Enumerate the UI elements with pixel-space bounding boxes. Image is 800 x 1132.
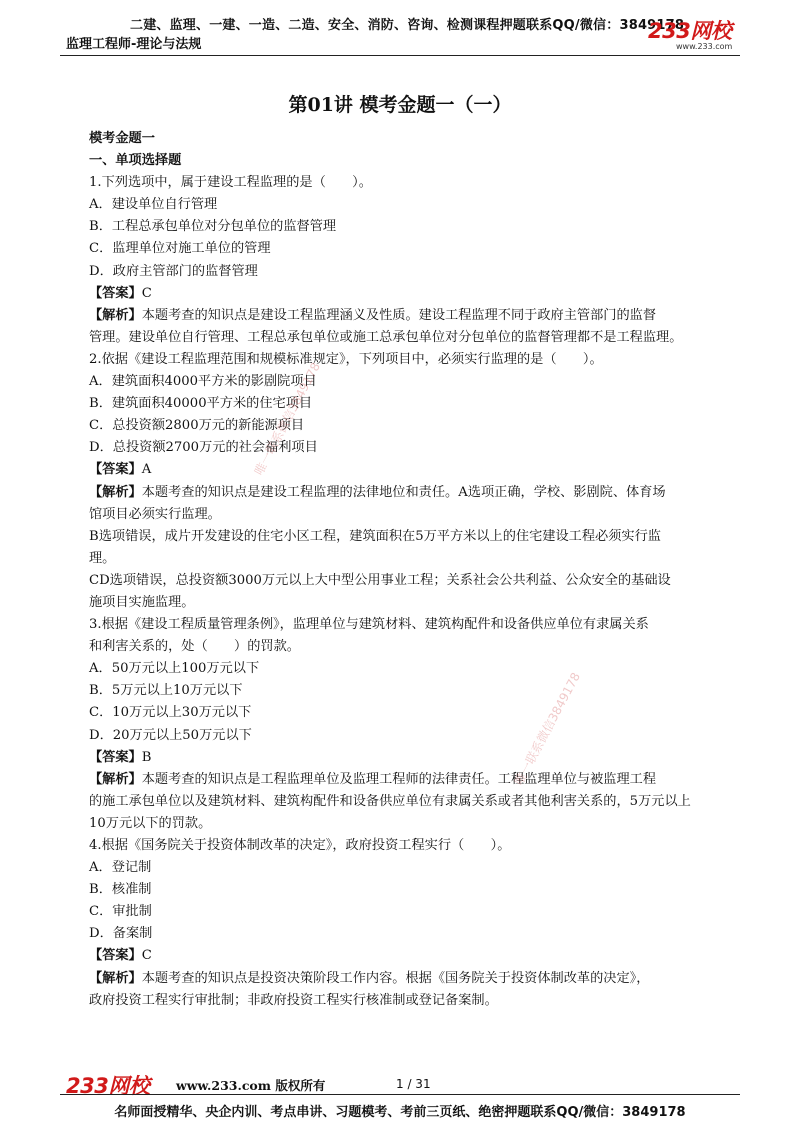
answer-text: A bbox=[141, 462, 152, 478]
content-line: B选项错误，成片开发建设的住宅小区工程，建筑面积在5万平方米以上的住宅建设工程必须实行监 bbox=[89, 528, 661, 544]
content-line: C．10万元以上30万元以下 bbox=[89, 705, 252, 721]
header-promo-line: 二建、监理、一建、一造、二造、安全、消防、咨询、检测课程押题联系QQ/微信：3849178 bbox=[130, 18, 685, 33]
answer-text: C bbox=[141, 948, 152, 964]
content-line: A．50万元以上100万元以下 bbox=[89, 661, 260, 677]
answer-tag: 【答案】 bbox=[89, 948, 142, 964]
answer-text: 本题考查的知识点是建设工程监理的法律地位和责任。A选项正确，学校、影剧院、体育场 bbox=[141, 484, 666, 500]
content-line: 管理。建设单位自行管理、工程总承包单位或施工总承包单位对分包单位的监督管理都不是工程监理。 bbox=[89, 329, 683, 345]
content-line bbox=[89, 459, 741, 481]
content-line: A．登记制 bbox=[89, 860, 152, 876]
content-line: C．审批制 bbox=[89, 904, 152, 920]
answer-text: 本题考查的知识点是投资决策阶段工作内容。根据《国务院关于投资体制改革的决定》， bbox=[141, 970, 650, 986]
content-line: C．监理单位对施工单位的管理 bbox=[89, 241, 271, 257]
answer-text: 本题考查的知识点是建设工程监理涵义及性质。建设工程监理不同于政府主管部门的监督 bbox=[141, 307, 657, 323]
content-line bbox=[89, 482, 741, 504]
content-line: 4.根据《国务院关于投资体制改革的决定》，政府投资工程实行（ ）。 bbox=[89, 838, 511, 853]
header-divider bbox=[60, 55, 740, 56]
page-title: 第01讲 模考金题一（一） bbox=[288, 94, 512, 116]
footer-promo-line: 名师面授精华、央企内训、考点串讲、习题模考、考前三页纸、绝密押题联系QQ/微信：3849178 bbox=[114, 1105, 686, 1120]
content-line: D．20万元以上50万元以下 bbox=[89, 727, 252, 743]
content-line: B．核准制 bbox=[89, 882, 152, 898]
answer-tag: 【解析】 bbox=[89, 484, 142, 500]
content-line: 馆项目必须实行监理。 bbox=[89, 506, 221, 522]
content-line bbox=[89, 769, 741, 791]
answer-text: 本题考查的知识点是工程监理单位及监理工程师的法律责任。工程监理单位与被监理工程 bbox=[141, 771, 657, 787]
page-number: 1 / 31 bbox=[396, 1077, 431, 1091]
answer-tag: 【答案】 bbox=[89, 749, 142, 765]
content-line: 10万元以下的罚款。 bbox=[89, 815, 212, 831]
answer-text: B bbox=[141, 749, 152, 765]
answer-tag: 【解析】 bbox=[89, 970, 142, 986]
content-line: 1.下列选项中，属于建设工程监理的是（ ）。 bbox=[89, 175, 372, 191]
section-heading: 模考金题一 bbox=[89, 131, 155, 146]
content-line: 2.依据《建设工程监理范围和规模标准规定》，下列项目中，必须实行监理的是（ ）。 bbox=[89, 351, 603, 367]
content-line: CD选项错误，总投资额3000万元以上大中型公用事业工程；关系社会公共利益、公众安全的基础设 bbox=[89, 572, 671, 588]
content-line: 理。 bbox=[89, 550, 116, 566]
brand-logo bbox=[648, 20, 740, 54]
subsection-heading: 一、单项选择题 bbox=[89, 153, 182, 169]
content-line: B．建筑面积40000平方米的住宅项目 bbox=[89, 396, 313, 412]
watermark-text-2: 唯一联系微信3849178 bbox=[511, 670, 584, 788]
content-line bbox=[89, 283, 741, 305]
content-line: 3.根据《建设工程质量管理条例》，监理单位与建筑材料、建筑构配件和设备供应单位有隶属关系 bbox=[89, 617, 649, 633]
document-body bbox=[89, 128, 741, 1012]
content-line bbox=[89, 945, 741, 967]
watermark-text-1: 唯一联系微信3849178 bbox=[251, 360, 324, 478]
content-line: 施项目实施监理。 bbox=[89, 594, 195, 610]
content-line: B．工程总承包单位对分包单位的监督管理 bbox=[89, 219, 337, 235]
content-line: A．建筑面积4000平方米的影剧院项目 bbox=[89, 374, 317, 390]
content-line: C．总投资额2800万元的新能源项目 bbox=[89, 418, 305, 434]
answer-tag: 【解析】 bbox=[89, 771, 142, 787]
content-line bbox=[89, 968, 741, 990]
content-line bbox=[89, 305, 741, 327]
footer-logo: 233网校 bbox=[66, 1074, 150, 1098]
content-line: 和利害关系的，处（ ）的罚款。 bbox=[89, 639, 300, 655]
logo-url: www.233.com bbox=[676, 42, 733, 51]
content-line: A．建设单位自行管理 bbox=[89, 197, 218, 213]
content-line: D．政府主管部门的监督管理 bbox=[89, 263, 258, 279]
footer-divider bbox=[60, 1094, 740, 1095]
header-subtitle: 监理工程师-理论与法规 bbox=[66, 37, 202, 52]
logo-text: 233网校 bbox=[648, 19, 732, 43]
answer-tag: 【答案】 bbox=[89, 462, 142, 478]
content-line: 的施工承包单位以及建筑材料、建筑构配件和设备供应单位有隶属关系或者其他利害关系的，5万元以上 bbox=[89, 793, 691, 809]
answer-tag: 【答案】 bbox=[89, 285, 142, 301]
content-line: D．总投资额2700万元的社会福利项目 bbox=[89, 440, 318, 456]
question-lines bbox=[89, 172, 741, 1012]
content-line: B．5万元以上10万元以下 bbox=[89, 683, 243, 699]
footer-copyright: www.233.com 版权所有 bbox=[176, 1078, 326, 1093]
answer-tag: 【解析】 bbox=[89, 307, 142, 323]
answer-text: C bbox=[141, 285, 152, 301]
content-line bbox=[89, 747, 741, 769]
content-line: 政府投资工程实行审批制；非政府投资工程实行核准制或登记备案制。 bbox=[89, 992, 498, 1008]
content-line: D．备案制 bbox=[89, 926, 153, 942]
